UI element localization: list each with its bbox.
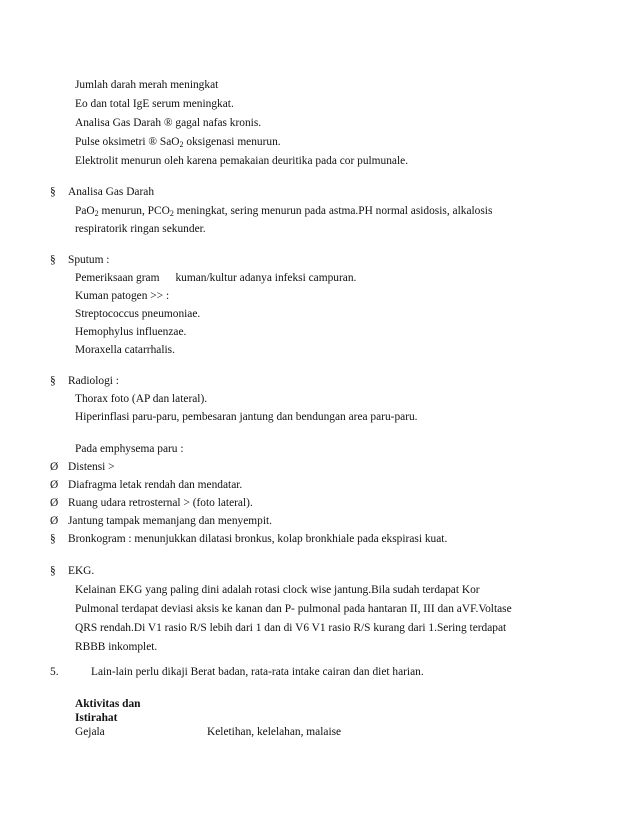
sputum-line-3: Streptococcus pneumoniae. bbox=[75, 308, 201, 320]
aktivitas-title-1: Aktivitas dan bbox=[75, 698, 141, 710]
ekg-line-1: Kelainan EKG yang paling dini adalah rotasi clock wise jantung.Bila sudah terdapat Kor bbox=[75, 584, 480, 596]
emphysema-title: Pada emphysema paru : bbox=[75, 443, 184, 455]
radiologi-line-2: Hiperinflasi paru-paru, pembesaran jantung dan bendungan area paru-paru. bbox=[75, 411, 418, 423]
agd-line-2: respiratorik ringan sekunder. bbox=[75, 223, 206, 235]
ekg-line-2: Pulmonal terdapat deviasi aksis ke kanan dan P- pulmonal pada hantaran II, III dan aVF.Voltase bbox=[75, 603, 512, 615]
section-bullet: § bbox=[50, 254, 56, 266]
agd-title: Analisa Gas Darah bbox=[68, 186, 155, 198]
item-5-text: Lain-lain perlu dikaji Berat badan, rata-rata intake cairan dan diet harian. bbox=[91, 666, 424, 678]
radiologi-line-1: Thorax foto (AP dan lateral). bbox=[75, 393, 208, 405]
section-bullet: § bbox=[50, 186, 56, 198]
aktivitas-title-2: Istirahat bbox=[75, 712, 118, 724]
lab-line-4: Pulse oksimetri ® SaO$_2$ oksigenasi menurun. bbox=[75, 136, 281, 149]
sputum-title: Sputum : bbox=[68, 254, 110, 266]
emphysema-item: Diafragma letak rendah dan mendatar. bbox=[68, 479, 243, 491]
gejala-label: Gejala bbox=[75, 726, 105, 738]
emphysema-item: Distensi > bbox=[68, 461, 115, 473]
sputum-line-4: Hemophylus influenzae. bbox=[75, 326, 187, 338]
sputum-line-5: Moraxella catarrhalis. bbox=[75, 344, 175, 356]
arrow-bullet: Ø bbox=[50, 497, 59, 509]
agd-line-1: PaO$_2$ menurun, $PCO_2$ meningkat, sering menurun pada astma.PH normal asidosis, alkalosis bbox=[75, 205, 493, 218]
lab-line-1: Jumlah darah merah meningkat bbox=[75, 79, 219, 91]
radiologi-title: Radiologi : bbox=[68, 375, 119, 387]
ekg-line-4: RBBB inkomplet. bbox=[75, 641, 158, 653]
section-bullet: § bbox=[50, 565, 56, 577]
item-5-number: 5. bbox=[50, 666, 59, 678]
sputum-line-2: Kuman patogen >> : bbox=[75, 290, 170, 302]
ekg-title: EKG. bbox=[68, 565, 95, 577]
bronkogram-line: Bronkogram : menunjukkan dilatasi bronkus, kolap bronkhiale pada ekspirasi kuat. bbox=[68, 533, 448, 545]
lab-line-2: Eo dan total IgE serum meningkat. bbox=[75, 98, 234, 110]
lab-line-3: Analisa Gas Darah ® gagal nafas kronis. bbox=[75, 117, 262, 129]
emphysema-item: Ruang udara retrosternal > (foto lateral). bbox=[68, 497, 253, 509]
section-bullet: § bbox=[50, 375, 56, 387]
arrow-bullet: Ø bbox=[50, 479, 59, 491]
emphysema-item: Jantung tampak memanjang dan menyempit. bbox=[68, 515, 273, 527]
arrow-bullet: Ø bbox=[50, 515, 59, 527]
lab-line-5: Elektrolit menurun oleh karena pemakaian deuritika pada cor pulmunale. bbox=[75, 155, 409, 167]
sputum-line-1: Pemeriksaan gram kuman/kultur adanya infeksi campuran. bbox=[75, 272, 357, 284]
ekg-line-3: QRS rendah.Di V1 rasio R/S lebih dari 1 dan di V6 V1 rasio R/S kurang dari 1.Sering terdapat bbox=[75, 622, 507, 634]
gejala-value: Keletihan, kelelahan, malaise bbox=[207, 726, 342, 738]
section-bullet: § bbox=[50, 533, 56, 545]
arrow-bullet: Ø bbox=[50, 461, 59, 473]
